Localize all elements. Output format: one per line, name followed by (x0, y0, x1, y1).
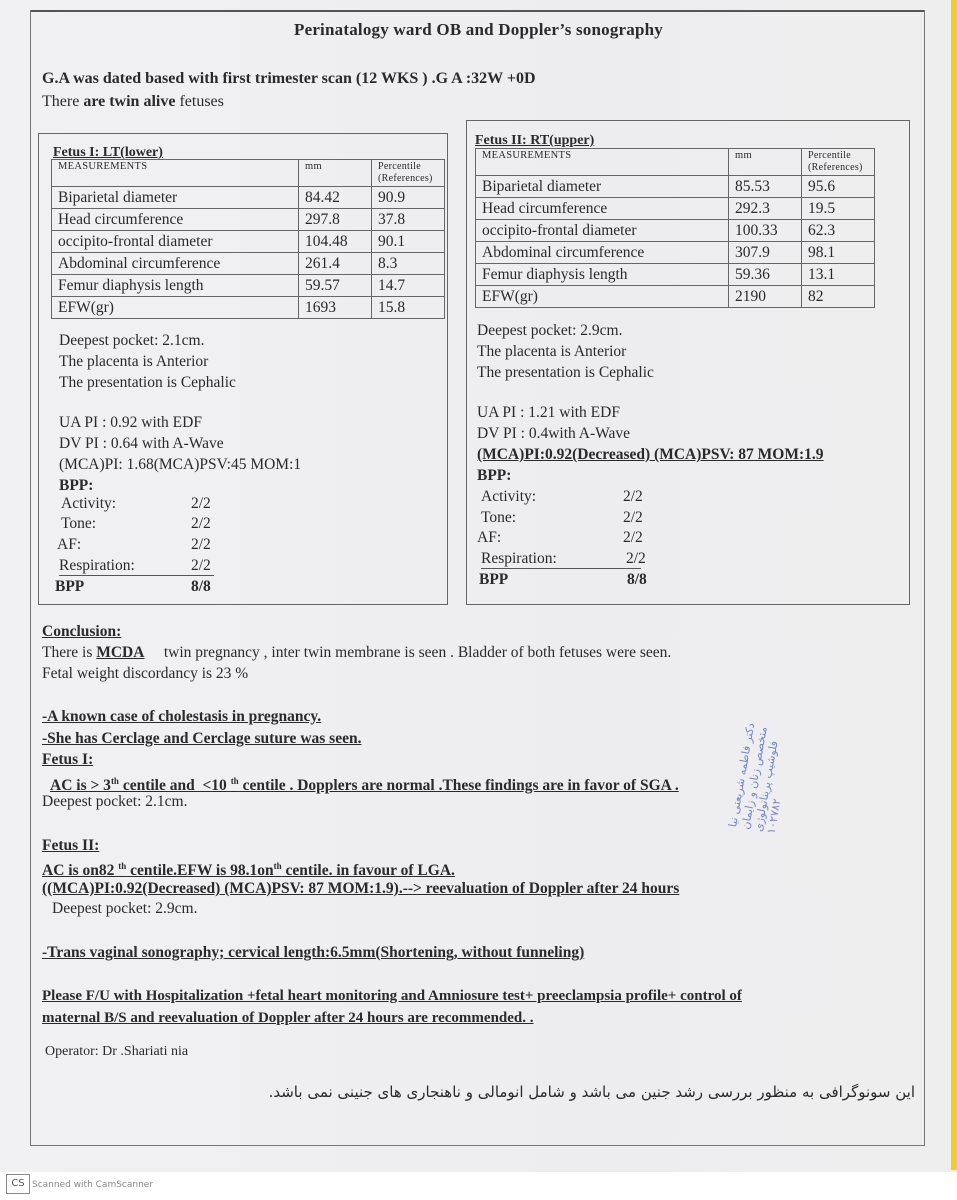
mm-header: mm (299, 160, 372, 187)
twin-bold: are twin alive (83, 93, 176, 110)
fetus2-bpp-activity: Activity: 2/2 (481, 488, 643, 505)
fetus1-mca: (MCA)PI: 1.68(MCA)PSV:45 MOM:1 (59, 456, 302, 473)
percentile-header: Percentile (References) (372, 160, 445, 187)
cerclage-note: -She has Cerclage and Cerclage suture was seen. (42, 730, 362, 747)
fetus1-measurements-table (51, 159, 445, 319)
twin-prefix: There (42, 93, 84, 110)
fetus2-bpp-total: BPP 8/8 (479, 571, 647, 588)
fetus2-ac-note: AC is on82 $^{th}$ centile.EFW is $98.1on^{th}$ centile. in favour of LGA. (42, 861, 455, 880)
table-row: Femur diaphysis length 59.36 13.1 (476, 264, 875, 286)
fetus2-measurements-table (475, 148, 875, 308)
conclusion-block (42, 621, 671, 684)
fetus2-bpp-respiration: Respiration: 2/2 (481, 550, 646, 567)
table-row: Biparietal diameter 84.42 90.9 (52, 187, 445, 209)
fetus2-deepest-note: Deepest pocket: 2.9cm. (52, 900, 198, 917)
fetus1-note-title: Fetus I: (42, 751, 94, 768)
table-header-row (52, 160, 445, 187)
conclusion-line1: There is MCDA twin pregnancy , inter twin membrane is seen . Bladder of both fetuses were seen. (42, 644, 672, 661)
fetus1-presentation: The presentation is Cephalic (59, 374, 236, 391)
fetus2-title: Fetus II: RT(upper) (475, 133, 595, 148)
report-title: Perinatalogy ward OB and Doppler’s sonography (293, 20, 663, 39)
twin-suffix: fetuses (175, 93, 224, 110)
fetus2-presentation: The presentation is Cephalic (477, 364, 654, 381)
fetus2-bpp-tone: Tone: 2/2 (481, 509, 643, 526)
fetus2-note-title: Fetus II: (42, 837, 100, 854)
yellow-background-edge (951, 0, 957, 1170)
conclusion-line2: Fetal weight discordancy is 23 % (42, 665, 249, 682)
fetus2-box (466, 120, 910, 605)
table-row: Femur diaphysis length 59.57 14.7 (52, 275, 445, 297)
fetus1-deepest: Deepest pocket: 2.1cm. (59, 332, 205, 349)
camscanner-logo: CS (6, 1174, 30, 1194)
fetus1-dv: DV PI : 0.64 with A-Wave (59, 435, 224, 452)
table-row: Biparietal diameter 85.53 95.6 (476, 176, 875, 198)
doctor-stamp: دکتر فاطمه شریعتی نیا متخصص زنان و زایمان فلوشیپ پریناتولوژی ۱۰۲۷۸۲ (726, 721, 784, 835)
cholestasis-note: -A known case of cholestasis in pregnancy. (42, 708, 322, 725)
table-row: Head circumference 292.3 19.5 (476, 198, 875, 220)
fetus1-ac-note: AC is > 3th centile and <10 $^{th}$ centile . Dopplers are normal .These findings are in favor of SGA . (50, 776, 679, 795)
fetus2-doppler (477, 402, 824, 486)
fetus2-deepest: Deepest pocket: 2.9cm. (477, 322, 623, 339)
camscanner-text: Scanned with CamScanner (32, 1180, 154, 1190)
measurements-header: MEASUREMENTS (476, 149, 729, 176)
fetus2-bpp-title: BPP: (477, 467, 512, 484)
gestational-age-line: G.A was dated based with first trimester scan (12 WKS ) .G A :32W +0D (42, 70, 536, 87)
fetus1-ua: UA PI : 0.92 with EDF (59, 414, 202, 431)
fetus2-mca: (MCA)PI:0.92(Decreased) (MCA)PSV: 87 MOM:1.9 (477, 446, 824, 463)
fetus2-bpp-af: AF: 2/2 (477, 529, 643, 546)
fetus2-findings (477, 320, 654, 383)
fetus1-box (38, 133, 448, 605)
table-row: occipito-frontal diameter 100.33 62.3 (476, 220, 875, 242)
followup-note: Please F/U with Hospitalization +fetal heart monitoring and Amniosure test+ preeclampsia profile+ control of maternal B/S and reevaluation of Doppler after 24 hours are recommended. . (42, 988, 742, 1026)
conclusion-title: Conclusion: (42, 623, 122, 640)
fetus1-bpp-activity: Activity: 2/2 (61, 495, 211, 512)
table-row: Abdominal circumference 307.9 98.1 (476, 242, 875, 264)
fetus1-findings (59, 330, 236, 393)
twin-line (42, 93, 224, 111)
fetus1-placenta: The placenta is Anterior (59, 353, 209, 370)
table-row: Head circumference 297.8 37.8 (52, 209, 445, 231)
tvs-note: -Trans vaginal sonography; cervical length:6.5mm(Shortening, without funneling) (42, 944, 585, 961)
fetus2-placenta: The placenta is Anterior (477, 343, 627, 360)
percentile-header: Percentile (References) (802, 149, 875, 176)
mm-header: mm (729, 149, 802, 176)
table-row: Abdominal circumference 261.4 8.3 (52, 253, 445, 275)
fetus1-bpp-tone: Tone: 2/2 (61, 515, 211, 532)
fetus1-deepest-note: Deepest pocket: 2.1cm. (42, 793, 188, 810)
fetus1-doppler (59, 412, 301, 496)
table-header-row (476, 149, 875, 176)
table-row: occipito-frontal diameter 104.48 90.1 (52, 231, 445, 253)
fetus1-title: Fetus I: LT(lower) (53, 145, 163, 160)
fetus1-bpp-respiration: Respiration: 2/2 (59, 557, 214, 576)
fetus1-bpp-total: BPP 8/8 (55, 578, 211, 595)
fetus1-bpp-af: AF: 2/2 (57, 536, 211, 553)
fetus2-mca-note: ((MCA)PI:0.92(Decreased) (MCA)PSV: 87 MOM:1.9).--> reevaluation of Doppler after 24 hours (42, 880, 680, 897)
farsi-disclaimer: این سونوگرافی به منظور بررسی رشد جنین می باشد و شامل انومالی و ناهنجاری های جنینی نمی باشد. (268, 1083, 915, 1101)
fetus1-bpp-title: BPP: (59, 477, 94, 494)
fetus2-ua: UA PI : 1.21 with EDF (477, 404, 620, 421)
table-row: EFW(gr) 2190 82 (476, 286, 875, 308)
operator-line: Operator: Dr .Shariati nia (45, 1044, 189, 1059)
table-row: EFW(gr) 1693 15.8 (52, 297, 445, 319)
fetus2-dv: DV PI : 0.4with A-Wave (477, 425, 631, 442)
measurements-header: MEASUREMENTS (52, 160, 299, 187)
